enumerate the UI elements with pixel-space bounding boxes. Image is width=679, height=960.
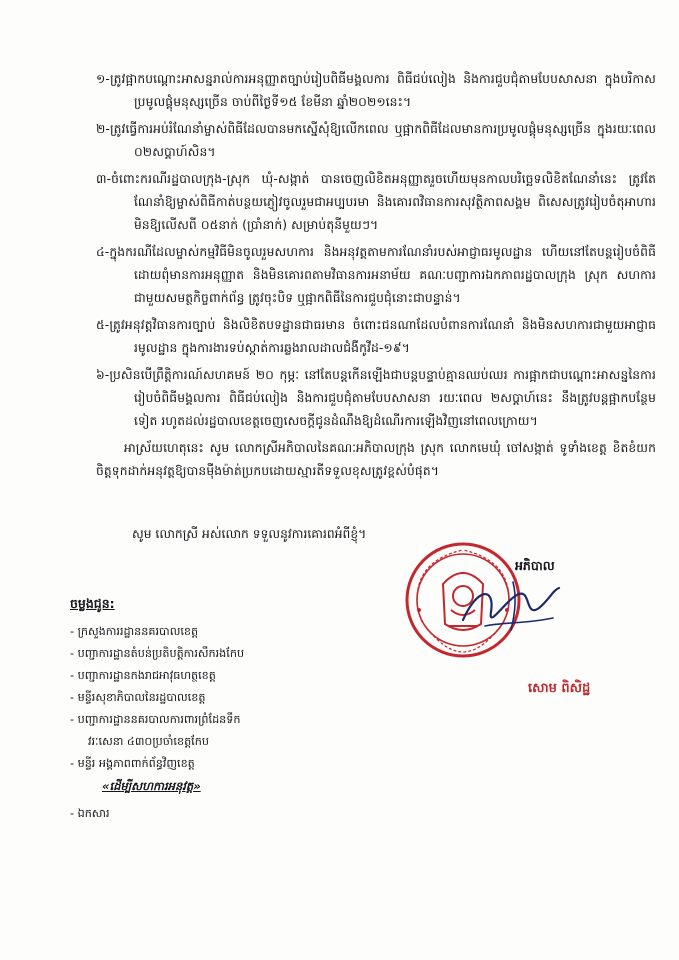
document-body (96, 68, 656, 487)
archive-entry: - ឯកសារ (70, 807, 110, 820)
recipients-heading: ចម្លងជូន: (70, 596, 115, 611)
recipient-item: - បញ្ជាការដ្ឋាននគរបាលការពារព្រំដែនទឹក (70, 713, 241, 726)
paragraph-4: ៤-ក្នុងករណីដែលម្ចាស់កម្មវិធីមិនចូលរួមសហការ និងអនុវត្តតាមការណែនាំរបស់អាជ្ញាធរមូលដ្ឋាន ហើយនៅតែបន្តរៀបចំពិធីដោយពុំមានការអនុញ្ញាត និងមិនគោរពតាមវិធានការអនាម័យ គណៈបញ្ជាការឯកភាពរដ្ឋបាលក្រុង ស្រុក សហការជាមួយសមត្ថកិច្ចពាក់ព័ន្ធ ត្រូវចុះបិទ ឬផ្អាកពិធីនៃការជួបជុំនោះជាបន្ទាន់។ (96, 245, 656, 305)
recipient-item-continuation: វរៈសេនា ៤៣០ប្រចាំខេត្តកែប (88, 735, 209, 748)
closing-salutation: សូម លោកស្រី អស់លោក ទទួលនូវការគោរពអំពីខ្ញុំ។ (132, 527, 367, 541)
recipient-item: - មន្ទីរ អង្គភាពពាក់ព័ន្ធវិញខេត្ត (70, 757, 195, 770)
paragraph-3: ៣-ចំពោះករណីរដ្ឋបាលក្រុង-ស្រុក ឃុំ-សង្កាត់ បានចេញលិខិតអនុញ្ញាតរួចហើយមុនកាលបរិច្ឆេទលិខិតណែនាំនេះ ត្រូវតែណែនាំឱ្យម្ចាស់ពិធីកាត់បន្ថយភ្ញៀវចូលរួមជាអប្បបរមា និងគោរពវិធានការសុវត្ថិភាពសង្គម ពិសេសត្រូវរៀបចំតុអាហារមិនឱ្យលើសពី ០៥នាក់ (ប្រាំនាក់) សម្រាប់តុនីមួយៗ។ (96, 172, 656, 232)
conclusion-paragraph: អាស្រ័យហេតុនេះ សូម លោកស្រីអភិបាលនៃគណៈអភិបាលក្រុង ស្រុក លោកមេឃុំ ចៅសង្កាត់ ទូទាំងខេត្ត ខិតខំយកចិត្តទុកដាក់អនុវត្តឱ្យបានម៉ឺងម៉ាត់ប្រកបដោយស្មារតីទទួលខុសត្រូវខ្ពស់បំផុត។ (96, 441, 656, 478)
paragraph-6: ៦-ប្រសិនបើព្រឹត្តិការណ៍សហគមន៍ ២០ កុម្ភៈ នៅតែបន្តកើនឡើងជាបន្តបន្ទាប់គ្មានឈប់ឈរ ការផ្អាកជាបណ្ដោះអាសន្ននៃការរៀបចំពិធីមង្គលការ ពិធីជប់លៀង និងការជួបជុំតាមបែបសាសនា រយៈពេល ២សប្ដាហ៍នេះ នឹងត្រូវបន្តផ្អាកបន្ថែមទៀត រហូតដល់រដ្ឋបាលខេត្តចេញសេចក្ដីជូនដំណឹងឱ្យដំណើរការឡើងវិញនៅពេលក្រោយ។ (96, 368, 656, 428)
recipient-item: - ក្រសួងការរដ្ឋាននគរបាលខេត្ត (70, 625, 199, 638)
recipient-item: - បញ្ជាការដ្ឋានតំបន់ប្រតិបត្តិការសឹករងកែប (70, 647, 245, 660)
handwritten-signature (455, 568, 565, 648)
signatory-title: អភិបាល (515, 558, 555, 573)
recipients-note: «ដើម្បីសហការអនុវត្ត» (102, 779, 201, 793)
paragraph-1: ១-ត្រូវផ្អាកបណ្ដោះអាសន្នរាល់ការអនុញ្ញាតច្បាប់រៀបពិធីមង្គលការ ពិធីជប់លៀង និងការជួបជុំតាមបែបសាសនា ក្នុងបរិកាសប្រមូលផ្ដុំមនុស្សច្រើន ចាប់ពីថ្ងៃទី១៥ ខែមីនា ឆ្នាំ២០២១នេះ។ (96, 72, 656, 109)
signatory-name: សោម ពិសិដ្ឋ (528, 681, 591, 696)
recipient-item: - មន្ទីរសុខាភិបាលនៃរដ្ឋបាលខេត្ត (70, 691, 206, 704)
recipient-item: - បញ្ជាការដ្ឋានកងរាជអាវុធហត្ថខេត្ត (70, 669, 216, 682)
paragraph-2: ២-ត្រូវធ្វើការអប់រំណែនាំម្ចាស់ពិធីដែលបានមកស្នើសុំឱ្យលើកពេល ឬផ្អាកពិធីដែលមានការប្រមូលផ្ដុំមនុស្សច្រើន ក្នុងរយៈពេល ០២សប្ដាហ៍សិន។ (96, 122, 656, 159)
paragraph-5: ៥-ត្រូវអនុវត្តវិធានការច្បាប់ និងលិខិតបទដ្ឋានជាធរមាន ចំពោះជនណាដែលបំពានការណែនាំ និងមិនសហការជាមួយអាជ្ញាធរមូលដ្ឋាន ក្នុងការងារទប់ស្កាត់ការឆ្លងរាលដាលជំងឺកូវីដ-១៩។ (96, 318, 656, 355)
recipients-list (70, 596, 370, 825)
